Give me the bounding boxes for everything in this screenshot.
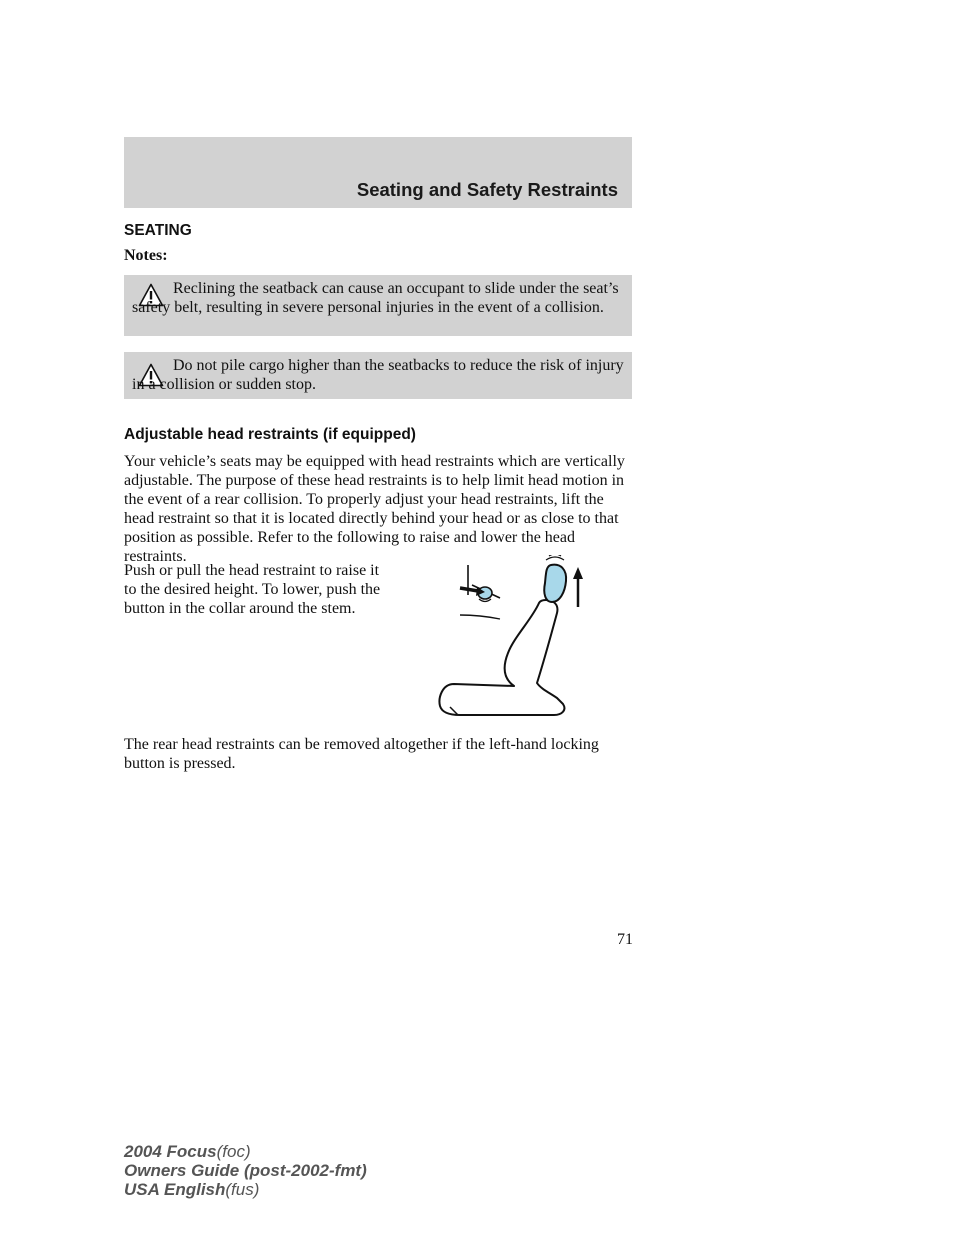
head-restraint-icon <box>544 565 566 602</box>
page-number: 71 <box>617 931 633 948</box>
motion-arc <box>546 557 564 560</box>
warning-box-recline <box>124 275 632 336</box>
warning-text: Do not pile cargo higher than the seatbacks to reduce the risk of injury in a collision or sudden stop. <box>132 357 624 393</box>
page-section-title: Seating and Safety Restraints <box>356 179 618 200</box>
seat-outline <box>440 600 565 715</box>
collar-base-line <box>460 615 500 619</box>
notes-label: Notes: <box>124 247 168 264</box>
footer-model: 2004 Focus <box>124 1142 217 1161</box>
motion-arc <box>549 555 561 556</box>
header-band <box>124 137 632 208</box>
footer-model-code: (foc) <box>216 1142 251 1161</box>
press-arrow-icon <box>460 588 478 591</box>
warning-text: Reclining the seatback can cause an occupant to slide under the seat’s safety belt, resulting in severe personal injuries in the event of a collision. <box>132 280 619 316</box>
section-heading: SEATING <box>124 222 192 239</box>
up-arrow-head <box>573 567 583 579</box>
head-restraints-removal: The rear head restraints can be removed altogether if the left-hand locking button is pressed. <box>124 736 599 772</box>
head-restraints-instruction: Push or pull the head restraint to raise it to the desired height. To lower, push the button in the collar around the stem. <box>124 562 381 617</box>
footer-language-code: (fus) <box>225 1180 260 1199</box>
footer-language: USA English <box>124 1180 226 1199</box>
seat-head-restraint-illustration <box>428 555 603 720</box>
head-restraints-heading: Adjustable head restraints (if equipped) <box>124 426 416 443</box>
footer-guide: Owners Guide (post-2002-fmt) <box>124 1161 367 1180</box>
head-restraints-intro: Your vehicle’s seats may be equipped with head restraints which are vertically adjustable. The purpose of these head restraints is to help limit head motion in the event of a rear collision. To properly adjust your head restraints, lift the head restraint so that it is located directly behind your head or as close to that position as possible. Refer to the following to raise and lower the head restraints. <box>124 453 625 565</box>
warning-box-cargo <box>124 352 632 399</box>
footer-doc-info <box>124 1142 367 1199</box>
